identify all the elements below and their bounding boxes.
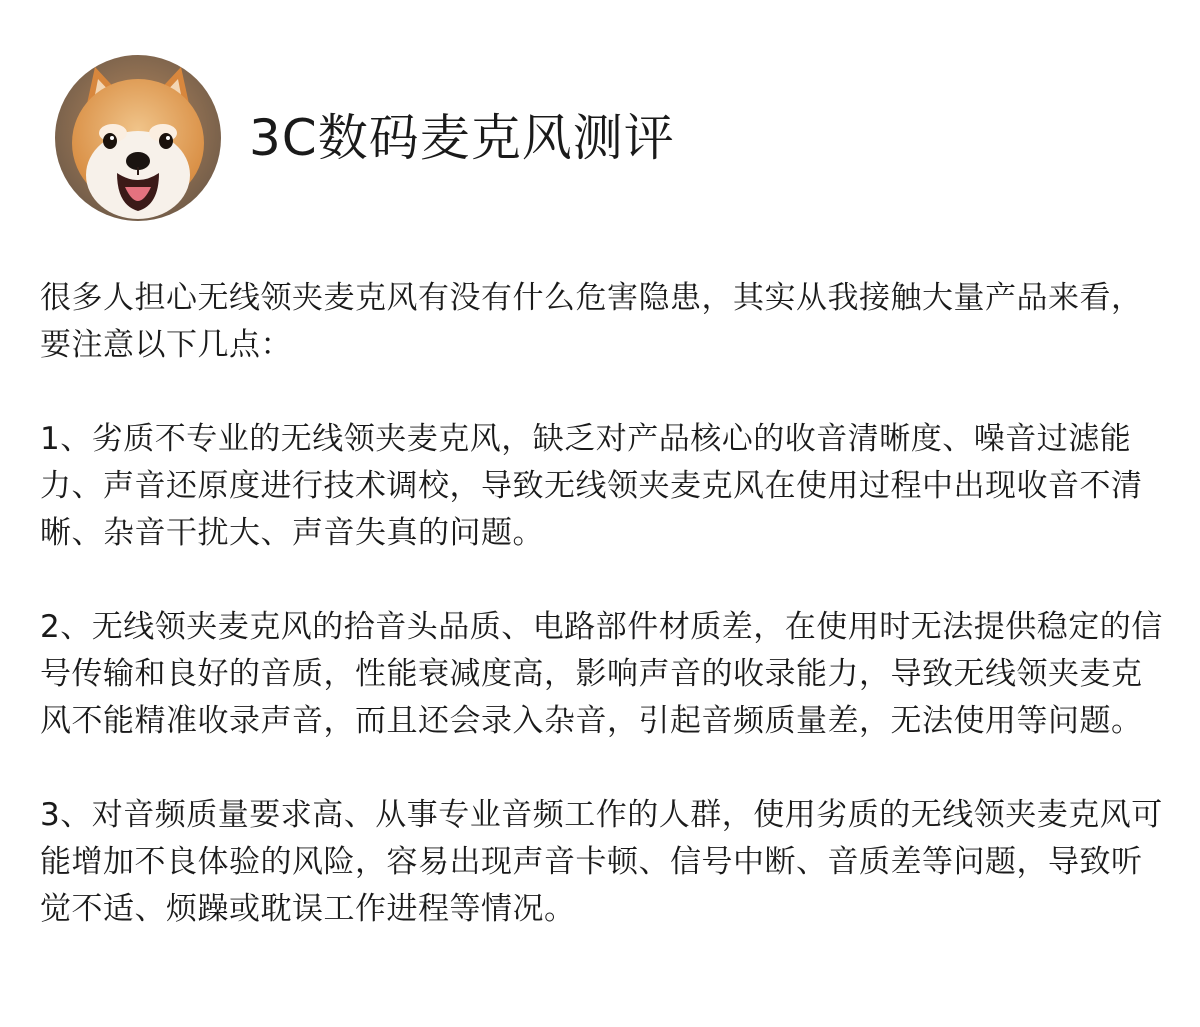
paragraph-intro: 很多人担心无线领夹麦克风有没有什么危害隐患，其实从我接触大量产品来看，要注意以下几点： [40,280,1143,363]
avatar[interactable] [55,55,221,221]
paragraph-point-1: 1、劣质不专业的无线领夹麦克风，缺乏对产品核心的收音清晰度、噪音过滤能力、声音还原度进行技术调校，导致无线领夹麦克风在使用过程中出现收音不清晰、杂音干扰大、声音失真的问题。 [40,421,1143,551]
paragraph-point-2: 2、无线领夹麦克风的拾音头品质、电路部件材质差，在使用时无法提供稳定的信号传输和良好的音质，性能衰减度高，影响声音的收录能力，导致无线领夹麦克风不能精准收录声音，而且还会录入杂音，引起音频质量差，无法使用等问题。 [40,609,1163,739]
post-header [55,55,675,221]
post-body [40,275,1170,933]
shiba-dog-avatar-icon [55,55,221,221]
author-name[interactable]: 3C数码麦克风测评 [249,109,675,167]
paragraph-point-3: 3、对音频质量要求高、从事专业音频工作的人群，使用劣质的无线领夹麦克风可能增加不良体验的风险，容易出现声音卡顿、信号中断、音质差等问题，导致听觉不适、烦躁或耽误工作进程等情况。 [40,797,1163,927]
